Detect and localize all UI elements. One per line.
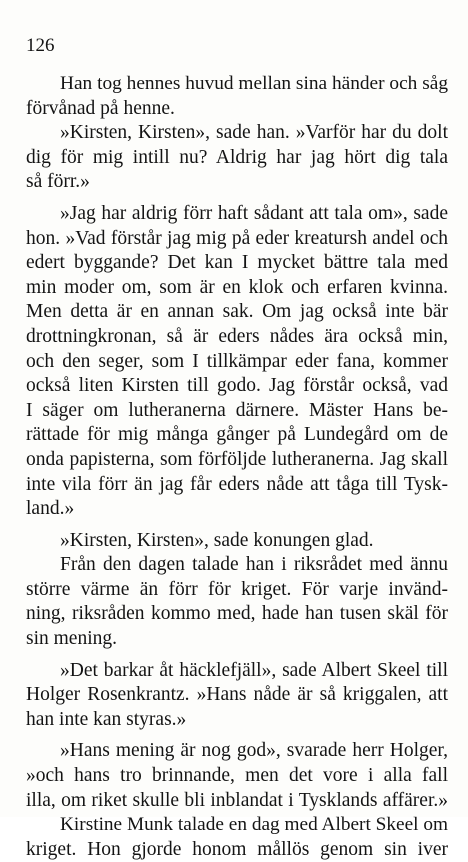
text-line: kriget. Hon gjorde honom mållös genom sin iver [26, 838, 448, 860]
text-line: »Kirsten, Kirsten», sade han. »Varför har du dolt [60, 122, 448, 144]
text-line: inte vila förr än jag får eders nåde att tåga till Tysk- [26, 473, 448, 495]
text-line: ning, riksråden kommo med, hade han tusen skäl för [26, 603, 448, 625]
text-line: »Det barkar åt häcklefjäll», sade Albert Skeel till [60, 659, 448, 681]
page-number: 126 [26, 35, 55, 56]
text-line: han inte kan styras.» [26, 708, 187, 730]
text-line: onda papisterna, som förföljde lutheranerna. Jag skall [26, 448, 448, 470]
text-line: hon. »Vad förstår jag mig på eder kreatursh andel och [26, 227, 448, 249]
text-line: också liten Kirsten till godo. Jag förstår också, vad [26, 375, 448, 397]
text-line: »och hans tro brinnande, men det vore i alla fall [26, 765, 448, 787]
text-line: sin mening. [26, 628, 117, 650]
text-line: land.» [26, 498, 75, 520]
text-line: illa, om riket skulle bli inblandat i Tysklands affärer.» [26, 789, 448, 811]
text-line: dig för mig intill nu? Aldrig har jag hört dig tala [26, 146, 448, 168]
text-line: Han tog hennes huvud mellan sina händer och såg [60, 73, 448, 94]
text-line: Kirstine Munk talade en dag med Albert Skeel om [60, 814, 448, 836]
body-text [26, 72, 448, 862]
text-line: »Kirsten, Kirsten», sade konungen glad. [60, 529, 374, 551]
text-line: rättade för mig många gånger på Lundegård om de [26, 424, 448, 446]
text-line: större värme än förr för kriget. För varje invänd- [26, 578, 448, 600]
text-line: edert byggande? Det kan I mycket bättre tala med [26, 252, 448, 274]
text-line: Från den dagen talade han i riksrådet med ännu [60, 554, 448, 576]
text-line: förvånad på henne. [26, 97, 175, 119]
text-line: I säger om lutheranerna därnere. Mäster Hans be- [26, 399, 448, 421]
text-line: »Jag har aldrig förr haft sådant att tala om», sade [60, 202, 448, 224]
text-line: Holger Rosenkrantz. »Hans nåde är så kriggalen, att [26, 684, 448, 706]
text-line: »Hans mening är nog god», svarade herr Holger, [60, 740, 448, 762]
text-line: drottningkronan, så är eders nådes ära också min, [26, 325, 448, 347]
text-line: och den seger, som I tillkämpar eder fana, kommer [26, 350, 448, 372]
text-line: så förr.» [26, 171, 90, 193]
text-line: Men detta är en annan sak. Om jag också inte bär [26, 301, 448, 323]
text-line: min moder om, som är en klok och erfaren kvinna. [26, 276, 448, 298]
